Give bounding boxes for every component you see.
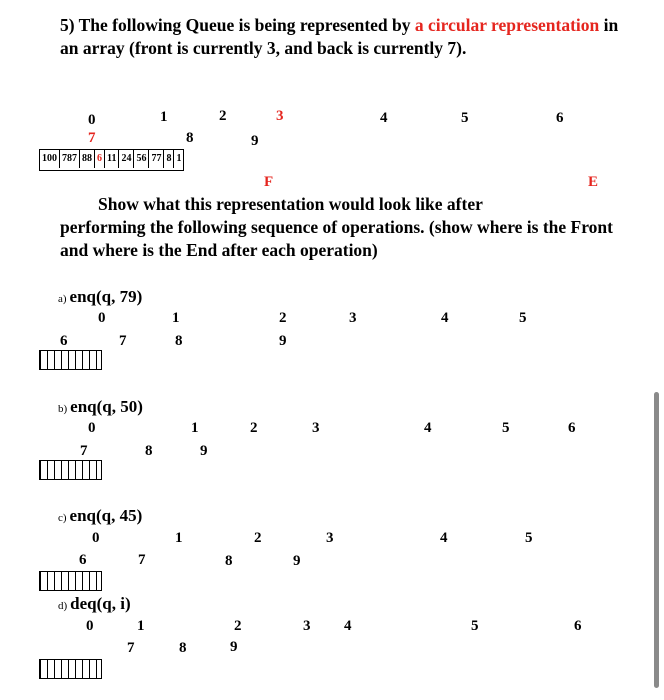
index-label: 7 <box>138 552 146 568</box>
index-label: 9 <box>279 333 287 349</box>
index-label: 9 <box>230 639 238 655</box>
index-label: 6 <box>79 552 87 568</box>
empty-array <box>39 659 102 679</box>
index-label: 3 <box>326 530 334 546</box>
empty-array <box>39 460 102 480</box>
index-label: 0 <box>88 112 96 128</box>
array-cell: 8 <box>164 150 174 168</box>
index-label: 4 <box>424 420 432 436</box>
index-label: 8 <box>175 333 183 349</box>
empty-array <box>39 571 102 591</box>
index-label: 4 <box>440 530 448 546</box>
index-label: 5 <box>502 420 510 436</box>
circular-highlight: a circular representation <box>414 15 600 35</box>
index-label: 4 <box>441 310 449 326</box>
index-label: 2 <box>250 420 258 436</box>
index-label: 7 <box>119 333 127 349</box>
index-label: 9 <box>251 133 259 149</box>
index-label: 6 <box>568 420 576 436</box>
index-label: 8 <box>145 443 153 459</box>
empty-array <box>39 350 102 370</box>
index-label: 5 <box>471 618 479 634</box>
index-label: 7 <box>88 130 96 146</box>
index-label: 7 <box>80 443 88 459</box>
queue-array <box>39 149 184 171</box>
index-label: 1 <box>191 420 199 436</box>
array-cell: 787 <box>60 150 80 168</box>
index-label: 2 <box>219 108 227 124</box>
index-label: 3 <box>303 618 311 634</box>
index-label: 1 <box>137 618 145 634</box>
index-label: 9 <box>200 443 208 459</box>
index-label: 7 <box>127 640 135 656</box>
index-label: 3 <box>312 420 320 436</box>
array-cell: 1 <box>176 153 182 164</box>
index-label: 1 <box>172 310 180 326</box>
scrollbar[interactable] <box>654 392 659 688</box>
index-label: 6 <box>60 333 68 349</box>
index-label: 4 <box>380 110 388 126</box>
array-cell: 11 <box>105 150 119 168</box>
front-label: F <box>264 174 274 190</box>
index-label: 6 <box>574 618 582 634</box>
array-cell: 56 <box>134 150 149 168</box>
index-label: 3 <box>276 108 284 124</box>
index-label: 9 <box>293 553 301 569</box>
index-label: 5 <box>519 310 527 326</box>
question-text: 5) The following Queue is being represented by a circular representation in an array (front is currently 3, and back is currently 7). <box>60 15 619 58</box>
index-label: 4 <box>344 618 352 634</box>
index-label: 6 <box>556 110 564 126</box>
array-cell: 24 <box>119 150 134 168</box>
index-label: 8 <box>186 130 194 146</box>
array-cell: 88 <box>80 150 95 168</box>
operation-b-label: b) enq(q, 50) <box>58 397 143 416</box>
operation-d-label: d) deq(q, i) <box>58 594 131 613</box>
index-label: 8 <box>225 553 233 569</box>
index-label: 1 <box>175 530 183 546</box>
operation-c-label: c) enq(q, 45) <box>58 506 143 525</box>
index-label: 3 <box>349 310 357 326</box>
index-label: 2 <box>234 618 242 634</box>
end-label: E <box>588 174 599 190</box>
index-label: 2 <box>279 310 287 326</box>
operation-a-label: a) enq(q, 79) <box>58 287 143 306</box>
array-cell: 100 <box>40 150 60 168</box>
index-label: 0 <box>86 618 94 634</box>
index-label: 8 <box>179 640 187 656</box>
index-label: 2 <box>254 530 262 546</box>
instructions-text: Show what this representation would look like after performing the following sequence of operations. (show where is the Front and where is the End after each operation) <box>60 194 613 260</box>
index-label: 0 <box>88 420 96 436</box>
index-label: 1 <box>160 109 168 125</box>
array-cell: 6 <box>95 150 105 168</box>
index-label: 5 <box>525 530 533 546</box>
index-label: 5 <box>461 110 469 126</box>
index-label: 0 <box>98 310 106 326</box>
array-cell: 77 <box>149 150 164 168</box>
index-label: 0 <box>92 530 100 546</box>
